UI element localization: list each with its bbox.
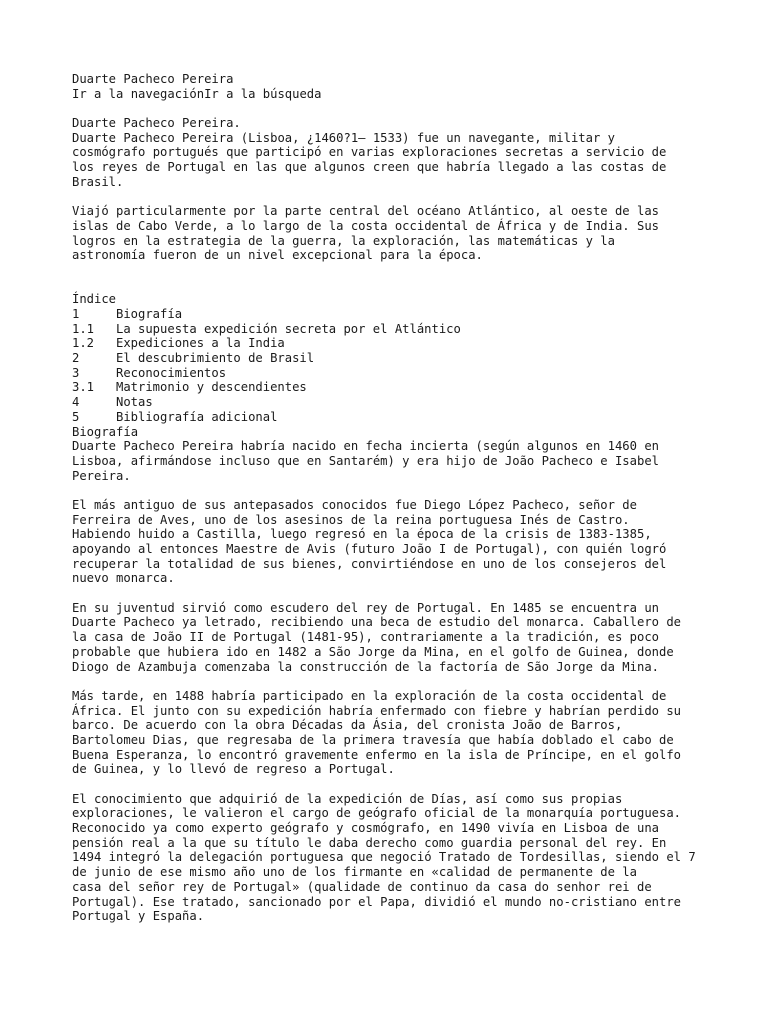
toc-item-number: 4 [72,395,80,410]
spacer [72,263,696,292]
text-line: Brasil. [72,174,124,189]
spacer [72,190,696,205]
text-line: Más tarde, en 1488 habría participado en la exploración de la costa occidental de [72,688,667,703]
text-line: Habiendo huido a Castilla, luego regresó en la época de la crisis de 1383-1385, [72,527,652,542]
text-line: Duarte Pacheco Pereira (Lisboa, ¿1460?1— 1533) fue un navegante, militar y [72,130,615,145]
toc-item-label[interactable]: Bibliografía adicional [116,409,278,424]
text-line: pensión real a la que su título le daba derecho como guardia personal del rey. En [72,835,667,850]
text-line: Buena Esperanza, lo encontró gravemente enfermo en la isla de Príncipe, en el golfo [72,747,682,762]
toc-item-biografia[interactable] [72,307,696,322]
spacer [72,777,696,792]
text-line: El conocimiento que adquirió de la expedición de Días, así como sus propias [72,791,623,806]
toc-item-number: 3 [72,365,80,380]
text-line: África. El junto con su expedición habría enfermado con fiebre y habrían perdido su [72,703,682,718]
toc-item-bibliografia[interactable] [72,410,696,425]
text-line: Duarte Pacheco Pereira habría nacido en fecha incierta (según algunos en 1460 en [72,439,659,454]
text-line: Ferreira de Aves, uno de los asesinos de la reina portuguesa Inés de Castro. [72,512,630,527]
text-line: exploraciones, le valieron el cargo de geógrafo oficial de la monarquía portuguesa. [72,806,682,821]
text-line: de junio de ese mismo año uno de los firmante en «calidad de permanente de la [72,865,637,880]
text-line: barco. De acuerdo con la obra Décadas da Ásia, del cronista João de Barros, [72,718,623,733]
intro-heading: Duarte Pacheco Pereira. [72,116,241,131]
toc-item-expediciones-india[interactable] [72,336,696,351]
toc-item-descubrimiento-brasil[interactable] [72,351,696,366]
text-line: Pereira. [72,468,131,483]
toc-item-label[interactable]: La supuesta expedición secreta por el Atlántico [116,321,461,336]
toc-item-number: 1.1 [72,321,95,336]
toc-item-label[interactable]: Reconocimientos [116,365,227,380]
toc-item-label[interactable]: Notas [116,395,153,410]
document-page [72,72,696,924]
text-line: cosmógrafo portugués que participó en varias exploraciones secretas a servicio de [72,145,667,160]
toc-item-label[interactable]: Matrimonio y descendientes [116,380,307,395]
biografia-paragraph-2 [72,498,696,586]
document-title: Duarte Pacheco Pereira [72,72,234,86]
text-line: El más antiguo de sus antepasados conocidos fue Diego López Pacheco, señor de [72,497,637,512]
text-line: apoyando al entonces Maestre de Avis (futuro João I de Portugal), con quién logró [72,542,667,557]
toc-item-number: 2 [72,351,80,366]
text-line: astronomía fueron de un nivel excepcional para la época. [72,248,483,263]
toc-title: Índice [72,292,117,307]
text-line: Duarte Pacheco ya letrado, recibiendo una beca de estudio del monarca. Caballero de [72,615,682,630]
toc-item-expedicion-secreta[interactable] [72,322,696,337]
text-line: probable que hubiera ido en 1482 a São Jorge da Mina, en el golfo de Guinea, donde [72,644,674,659]
toc-item-reconocimientos[interactable] [72,366,696,381]
text-line: 1494 integró la delegación portuguesa que negoció Tratado de Tordesillas, siendo el 7 [72,850,696,865]
text-line: nuevo monarca. [72,571,175,586]
toc-item-label[interactable]: Expediciones a la India [116,336,285,351]
skip-links[interactable]: Ir a la navegaciónIr a la búsqueda [72,86,322,101]
text-line: casa del señor rey de Portugal» (qualidade de continuo da casa do senhor rei de [72,879,652,894]
text-line: islas de Cabo Verde, a lo largo de la costa occidental de África y de India. Sus [72,218,659,233]
biografia-paragraph-3 [72,601,696,674]
spacer [72,483,696,498]
text-line: de Guinea, y lo llevó de regreso a Portugal. [72,762,395,777]
toc-item-number: 5 [72,409,80,424]
toc-item-number: 1.2 [72,336,95,351]
toc-item-notas[interactable] [72,395,696,410]
text-line: En su juventud sirvió como escudero del rey de Portugal. En 1485 se encuentra un [72,600,659,615]
toc-item-label[interactable]: El descubrimiento de Brasil [116,351,315,366]
biografia-paragraph-4 [72,689,696,777]
toc-item-label[interactable]: Biografía [116,307,183,322]
toc-item-matrimonio[interactable] [72,380,696,395]
text-line: Portugal). Ese tratado, sancionado por el Papa, dividió el mundo no-cristiano entre [72,894,682,909]
text-line: Viajó particularmente por la parte central del océano Atlántico, al oeste de las [72,204,659,219]
text-line: Bartolomeu Dias, que regresaba de la primera travesía que había doblado el cabo de [72,732,674,747]
intro-paragraph-2 [72,204,696,263]
section-heading-biografia: Biografía [72,424,139,439]
intro-paragraph-1 [72,131,696,190]
text-line: Reconocido ya como experto geógrafo y cosmógrafo, en 1490 vivía en Lisboa de una [72,821,659,836]
spacer [72,586,696,601]
text-line: logros en la estrategia de la guerra, la exploración, las matemáticas y la [72,233,615,248]
text-line: la casa de João II de Portugal (1481-95), contrariamente a la tradición, es poco [72,630,659,645]
text-line: los reyes de Portugal en las que algunos creen que habría llegado a las costas de [72,160,667,175]
text-line: Diogo de Azambuja comenzaba la construcción de la factoría de São Jorge da Mina. [72,659,659,674]
toc-item-number: 3.1 [72,380,95,395]
spacer [72,101,696,116]
biografia-paragraph-1 [72,439,696,483]
text-line: Portugal y España. [72,909,205,924]
toc-item-number: 1 [72,307,80,322]
text-line: recuperar la totalidad de sus bienes, convirtiéndose en uno de los consejeros del [72,556,667,571]
spacer [72,674,696,689]
biografia-paragraph-5 [72,792,696,924]
table-of-contents [72,307,696,425]
text-line: Lisboa, afirmándose incluso que en Santarém) y era hijo de João Pacheco e Isabel [72,453,659,468]
